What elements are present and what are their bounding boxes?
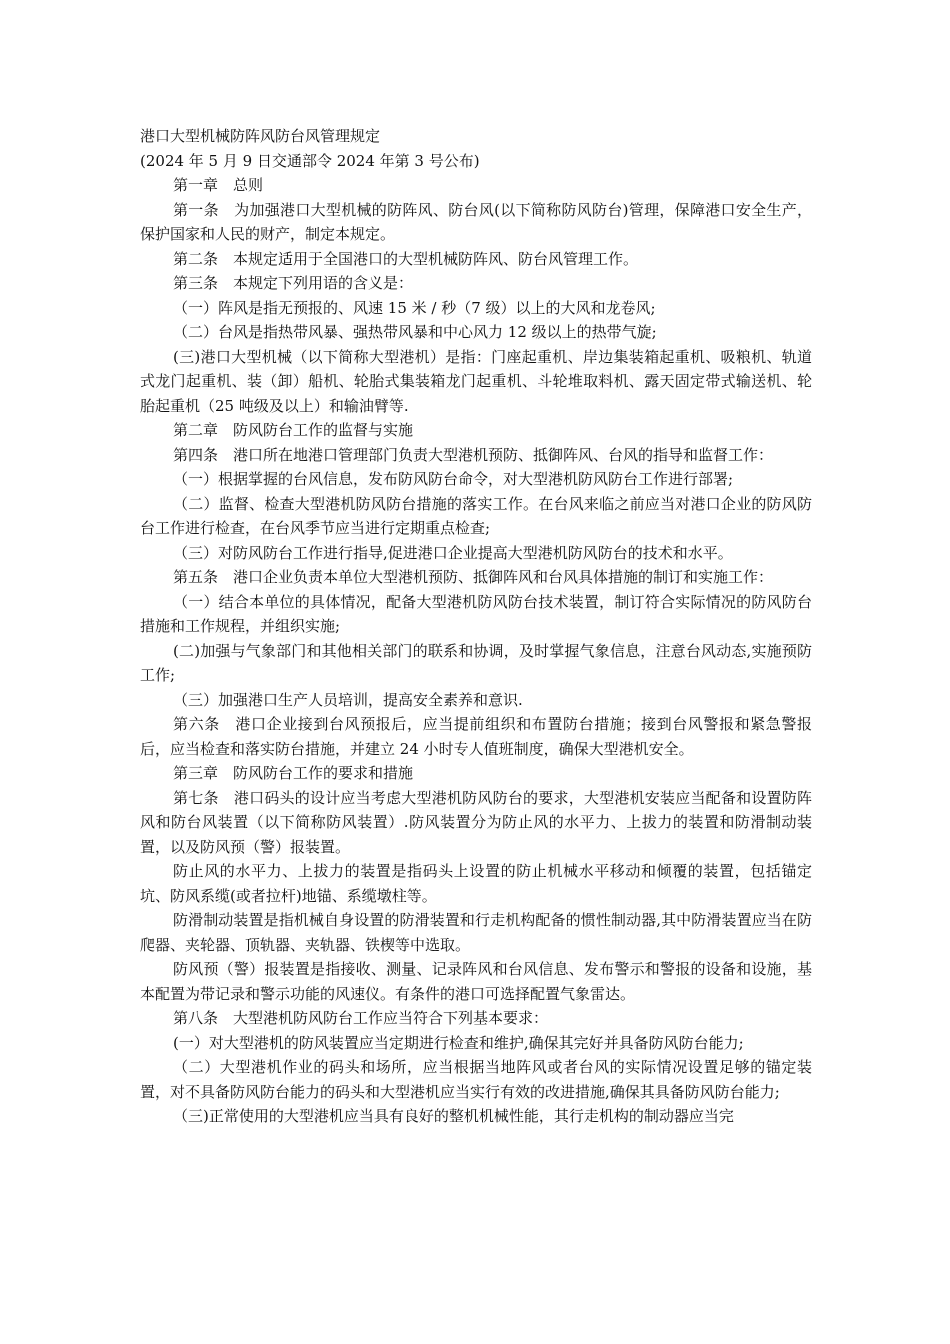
document-subtitle: (2024 年 5 月 9 日交通部令 2024 年第 3 号公布) — [140, 151, 480, 170]
chapter-heading: 第二章 防风防台工作的监督与实施 — [173, 421, 414, 439]
list-item-paragraph: （二）大型港机作业的码头和场所，应当根据当地阵风或者台风的实际情况设置足够的锚定装置，对不具备防风防台能力的码头和大型港机应当实行有效的改进措施,确保其具备防风防台能力; — [140, 1058, 812, 1101]
body-paragraph: 防风预（警）报装置是指接收、测量、记录阵风和台风信息、发布警示和警报的设备和设施，基本配置为带记录和警示功能的风速仪。有条件的港口可选择配置气象雷达。 — [140, 960, 812, 1003]
chapter-heading: 第一章 总则 — [173, 176, 264, 194]
list-item-paragraph: (三)港口大型机械（以下简称大型港机）是指：门座起重机、岸边集装箱起重机、吸粮机、轨道式龙门起重机、装（卸）船机、轮胎式集装箱龙门起重机、斗轮堆取料机、露天固定带式输送机、轮胎起重机（25 吨级及以上）和输油臂等. — [140, 347, 812, 415]
body-paragraph: 防滑制动装置是指机械自身设置的防滑装置和行走机构配备的惯性制动器,其中防滑装置应当在防爬器、夹轮器、顶轨器、夹轨器、铁楔等中选取。 — [140, 911, 812, 954]
list-item-paragraph: （二）台风是指热带风暴、强热带风暴和中心风力 12 级以上的热带气旋; — [173, 323, 657, 341]
list-item-paragraph: (一）对大型港机的防风装置应当定期进行检查和维护,确保其完好并具备防风防台能力; — [173, 1033, 744, 1052]
list-item-paragraph: （一）结合本单位的具体情况，配备大型港机防风防台技术装置，制订符合实际情况的防风防台措施和工作规程，并组织实施; — [140, 592, 812, 635]
chapter-heading: 第三章 防风防台工作的要求和措施 — [173, 764, 414, 782]
article-paragraph: 第二条 本规定适用于全国港口的大型机械防阵风、防台风管理工作。 — [173, 249, 639, 268]
article-paragraph: 第五条 港口企业负责本单位大型港机预防、抵御阵风和台风具体措施的制订和实施工作： — [173, 568, 774, 586]
article-paragraph: 第八条 大型港机防风防台工作应当符合下列基本要求： — [173, 1009, 549, 1027]
document-title: 港口大型机械防阵风防台风管理规定 — [140, 127, 381, 145]
article-paragraph: 第三条 本规定下列用语的含义是： — [173, 274, 414, 292]
list-item-paragraph: (二)加强与气象部门和其他相关部门的联系和协调，及时掌握气象信息，注意台风动态,实施预防工作; — [140, 641, 812, 684]
body-paragraph: 防止风的水平力、上拔力的装置是指码头上设置的防止机械水平移动和倾覆的装置，包括锚定坑、防风系缆(或者拉杆)地锚、系缆墩柱等。 — [140, 862, 812, 905]
list-item-paragraph: （三）对防风防台工作进行指导,促进港口企业提高大型港机防风防台的技术和水平。 — [173, 543, 733, 562]
list-item-paragraph: （二）监督、检查大型港机防风防台措施的落实工作。在台风来临之前应当对港口企业的防风防台工作进行检查，在台风季节应当进行定期重点检查; — [140, 494, 812, 537]
list-item-paragraph: （三）加强港口生产人员培训，提高安全素养和意识. — [173, 690, 523, 709]
article-paragraph: 第六条 港口企业接到台风预报后，应当提前组织和布置防台措施；接到台风警报和紧急警报后，应当检查和落实防台措施，并建立 24 小时专人值班制度，确保大型港机安全。 — [140, 715, 812, 758]
article-paragraph: 第七条 港口码头的设计应当考虑大型港机防风防台的要求，大型港机安装应当配备和设置防阵风和防台风装置（以下简称防风装置）.防风装置分为防止风的水平力、上拔力的装置和防滑制动装置，以及防风预（警）报装置。 — [140, 788, 812, 856]
article-paragraph: 第一条 为加强港口大型机械的防阵风、防台风(以下简称防风防台)管理，保障港口安全生产，保护国家和人民的财产，制定本规定。 — [140, 200, 812, 243]
list-item-paragraph: （一）阵风是指无预报的、风速 15 米 / 秒（7 级）以上的大风和龙卷风; — [173, 298, 656, 317]
document-page — [140, 124, 812, 1129]
list-item-paragraph: （三)正常使用的大型港机应当具有良好的整机机械性能，其行走机构的制动器应当完 — [173, 1107, 734, 1125]
list-item-paragraph: （一）根据掌握的台风信息，发布防风防台命令，对大型港机防风防台工作进行部署; — [173, 470, 734, 488]
article-paragraph: 第四条 港口所在地港口管理部门负责大型港机预防、抵御阵风、台风的指导和监督工作： — [173, 445, 774, 464]
